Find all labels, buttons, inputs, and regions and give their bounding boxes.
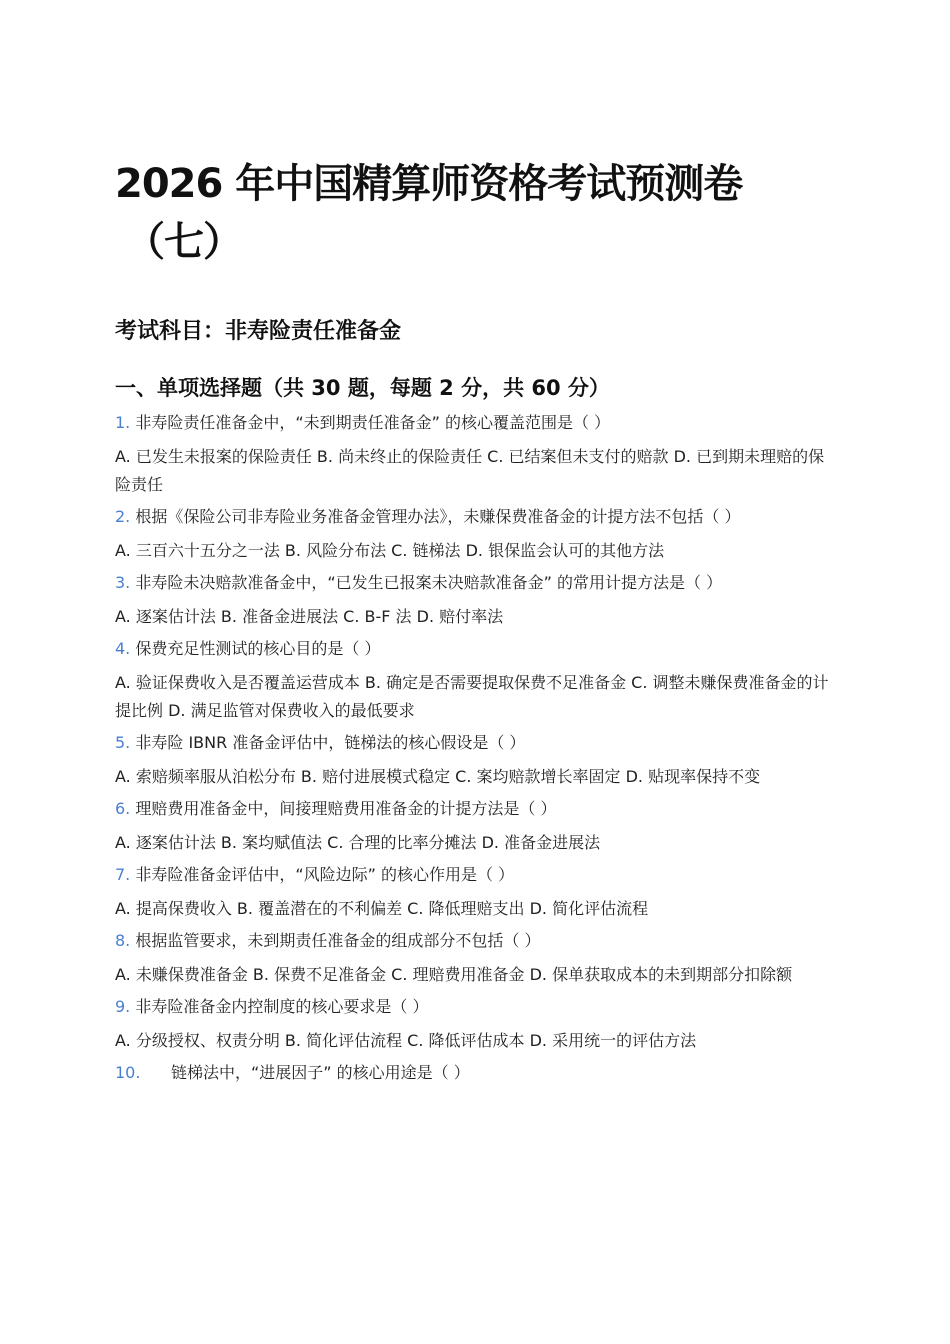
question-item xyxy=(115,929,835,989)
section-heading: 一、单项选择题（共 30 题，每题 2 分，共 60 分） xyxy=(115,376,610,400)
question-text: 非寿险责任准备金中，“未到期责任准备金” 的核心覆盖范围是（ ） xyxy=(135,413,611,432)
question-stem xyxy=(115,929,835,953)
question-options: A. 逐案估计法 B. 准备金进展法 C. B-F 法 D. 赔付率法 xyxy=(115,607,504,626)
question-item xyxy=(115,863,835,923)
question-list xyxy=(115,411,835,1085)
question-stem xyxy=(115,863,835,887)
document-title xyxy=(115,155,835,271)
question-number: 1. xyxy=(115,413,131,432)
question-options: A. 分级授权、权责分明 B. 简化评估流程 C. 降低评估成本 D. 采用统一的评估方法 xyxy=(115,1031,697,1050)
question-item xyxy=(115,411,835,499)
question-number: 9. xyxy=(115,997,131,1016)
question-number: 4. xyxy=(115,639,131,658)
question-item xyxy=(115,731,835,791)
question-number: 2. xyxy=(115,507,131,526)
question-options: A. 提高保费收入 B. 覆盖潜在的不利偏差 C. 降低理赔支出 D. 简化评估流程 xyxy=(115,899,649,918)
question-item xyxy=(115,1061,835,1085)
question-number: 6. xyxy=(115,799,131,818)
question-number: 8. xyxy=(115,931,131,950)
question-item xyxy=(115,797,835,857)
question-number: 5. xyxy=(115,733,131,752)
question-stem xyxy=(115,731,835,755)
question-item xyxy=(115,637,835,725)
document-content xyxy=(115,155,835,1085)
question-text: 根据监管要求，未到期责任准备金的组成部分不包括（ ） xyxy=(135,931,541,950)
question-item xyxy=(115,505,835,565)
question-number: 10. xyxy=(115,1063,141,1082)
question-item xyxy=(115,571,835,631)
question-stem xyxy=(115,637,835,661)
question-text: 链梯法中，“进展因子” 的核心用途是（ ） xyxy=(171,1063,470,1082)
question-text: 非寿险准备金内控制度的核心要求是（ ） xyxy=(135,997,429,1016)
title-line-1: 2026 年中国精算师资格考试预测卷 xyxy=(115,161,743,207)
question-stem xyxy=(115,797,835,821)
question-item xyxy=(115,995,835,1055)
exam-subject: 考试科目：非寿险责任准备金 xyxy=(115,319,402,344)
question-options: A. 已发生未报案的保险责任 B. 尚未终止的保险责任 C. 已结案但未支付的赔款 D. 已到期未理赔的保险责任 xyxy=(115,447,825,494)
question-number: 7. xyxy=(115,865,131,884)
question-options: A. 三百六十五分之一法 B. 风险分布法 C. 链梯法 D. 银保监会认可的其他方法 xyxy=(115,541,665,560)
title-line-2: （七） xyxy=(125,219,242,265)
question-text: 非寿险未决赔款准备金中，“已发生已报案未决赔款准备金” 的常用计提方法是（ ） xyxy=(135,573,723,592)
question-stem xyxy=(115,411,835,435)
question-options: A. 逐案估计法 B. 案均赋值法 C. 合理的比率分摊法 D. 准备金进展法 xyxy=(115,833,601,852)
question-stem xyxy=(115,571,835,595)
question-stem xyxy=(115,995,835,1019)
question-options: A. 未赚保费准备金 B. 保费不足准备金 C. 理赔费用准备金 D. 保单获取成本的未到期部分扣除额 xyxy=(115,965,793,984)
question-number: 3. xyxy=(115,573,131,592)
question-stem xyxy=(115,1061,835,1085)
question-text: 非寿险准备金评估中，“风险边际” 的核心作用是（ ） xyxy=(135,865,515,884)
question-text: 保费充足性测试的核心目的是（ ） xyxy=(135,639,381,658)
question-options: A. 索赔频率服从泊松分布 B. 赔付进展模式稳定 C. 案均赔款增长率固定 D. 贴现率保持不变 xyxy=(115,767,761,786)
question-text: 根据《保险公司非寿险业务准备金管理办法》，未赚保费准备金的计提方法不包括（ ） xyxy=(135,507,741,526)
question-options: A. 验证保费收入是否覆盖运营成本 B. 确定是否需要提取保费不足准备金 C. 调整未赚保费准备金的计提比例 D. 满足监管对保费收入的最低要求 xyxy=(115,673,829,720)
question-text: 非寿险 IBNR 准备金评估中，链梯法的核心假设是（ ） xyxy=(135,733,526,752)
question-stem xyxy=(115,505,835,529)
question-text: 理赔费用准备金中，间接理赔费用准备金的计提方法是（ ） xyxy=(135,799,557,818)
